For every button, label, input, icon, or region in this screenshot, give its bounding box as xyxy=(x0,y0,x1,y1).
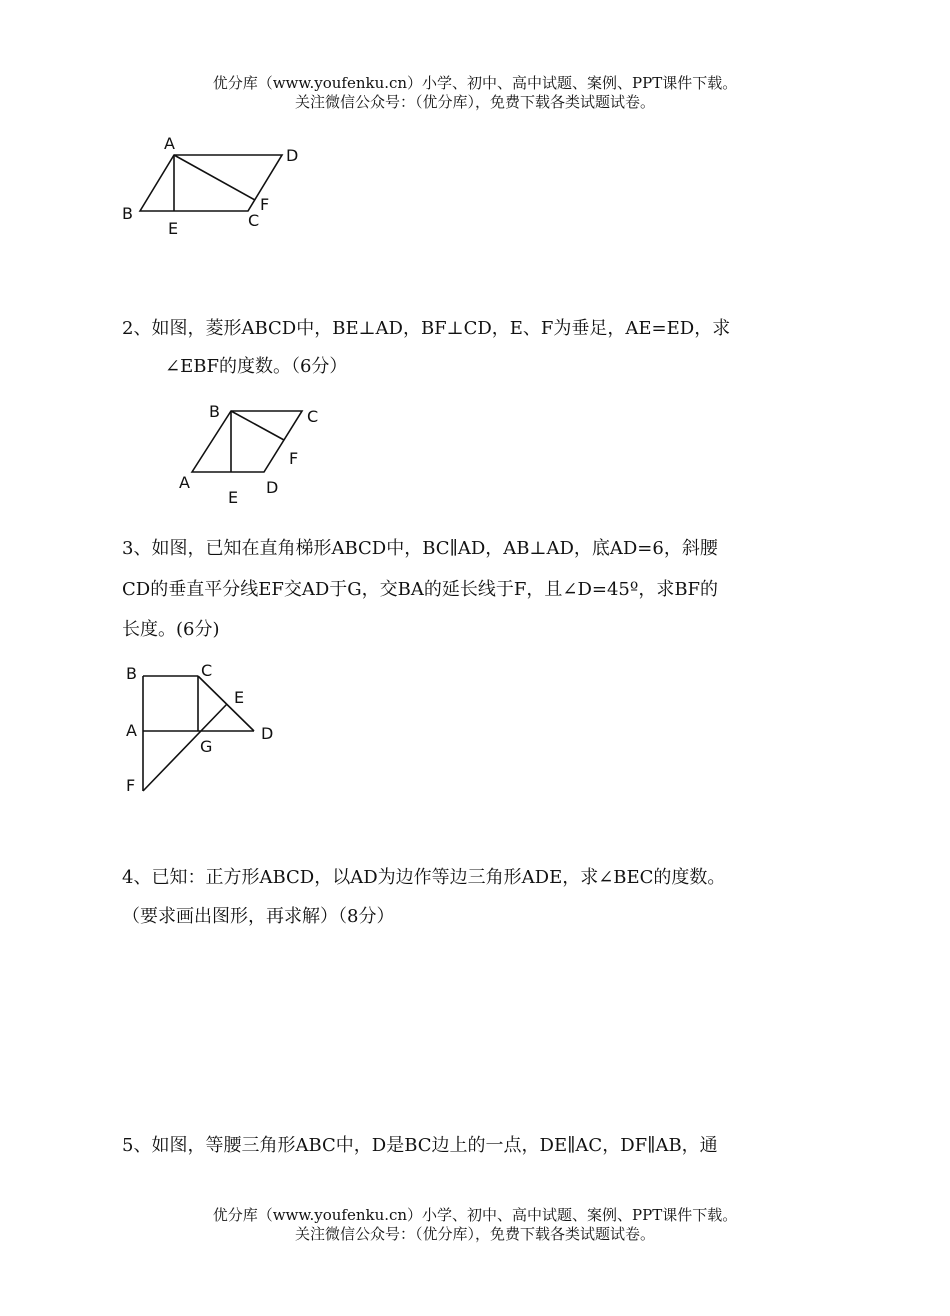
fig1-label-b: B xyxy=(122,204,133,223)
figure-2-rhombus xyxy=(172,392,332,508)
fig3-segment-cd xyxy=(198,676,254,731)
question-4-line-2: （要求画出图形，再求解）（8分） xyxy=(122,906,395,927)
fig1-label-d: D xyxy=(286,146,299,165)
fig1-segment-af xyxy=(174,155,255,200)
question-3-line-3: 长度。(6分) xyxy=(122,619,220,640)
footer-line-2: 关注微信公众号：（优分库），免费下载各类试题试卷。 xyxy=(294,1225,655,1243)
fig1-label-e: E xyxy=(168,219,179,238)
header-line-1: 优分库（www.youfenku.cn）小学、初中、高中试题、案例、PPT课件下载。 xyxy=(212,74,738,92)
question-5-line-1: 5、如图，等腰三角形ABC中，D是BC边上的一点，DE∥AC，DF∥AB，通 xyxy=(122,1135,718,1156)
fig2-label-f: F xyxy=(289,449,299,468)
fig2-label-c: C xyxy=(307,407,319,426)
figure-1-parallelogram xyxy=(118,130,318,242)
question-2-line-2: ∠EBF的度数。（6分） xyxy=(165,356,348,377)
fig3-label-f: F xyxy=(126,776,136,795)
page-header xyxy=(0,74,950,112)
page-footer xyxy=(0,1206,950,1244)
fig2-label-e: E xyxy=(228,488,239,507)
footer-line-1: 优分库（www.youfenku.cn）小学、初中、高中试题、案例、PPT课件下载。 xyxy=(212,1206,738,1224)
fig2-label-a: A xyxy=(179,473,190,492)
fig1-label-f: F xyxy=(260,195,270,214)
question-3-line-1: 3、如图，已知在直角梯形ABCD中，BC∥AD，AB⊥AD，底AD=6，斜腰 xyxy=(122,538,718,559)
header-line-2: 关注微信公众号：（优分库），免费下载各类试题试卷。 xyxy=(294,93,655,111)
figure-3-trapezoid xyxy=(118,658,288,798)
question-3-line-2: CD的垂直平分线EF交AD于G，交BA的延长线于F，且∠D=45º，求BF的 xyxy=(122,579,719,600)
fig2-segment-bf xyxy=(231,411,284,440)
fig3-label-d: D xyxy=(261,724,274,743)
fig3-label-a: A xyxy=(126,721,137,740)
fig3-label-g: G xyxy=(200,737,213,756)
fig1-label-a: A xyxy=(164,134,175,153)
fig1-label-c: C xyxy=(248,211,260,230)
fig3-label-b: B xyxy=(126,664,137,683)
fig3-label-c: C xyxy=(201,661,213,680)
fig3-segment-fe xyxy=(143,704,227,791)
question-2-line-1: 2、如图，菱形ABCD中，BE⊥AD，BF⊥CD，E、F为垂足，AE=ED，求 xyxy=(122,318,731,339)
fig2-label-b: B xyxy=(209,402,220,421)
question-4-line-1: 4、已知：正方形ABCD，以AD为边作等边三角形ADE，求∠BEC的度数。 xyxy=(122,867,726,888)
fig2-label-d: D xyxy=(266,478,279,497)
fig3-label-e: E xyxy=(234,688,245,707)
